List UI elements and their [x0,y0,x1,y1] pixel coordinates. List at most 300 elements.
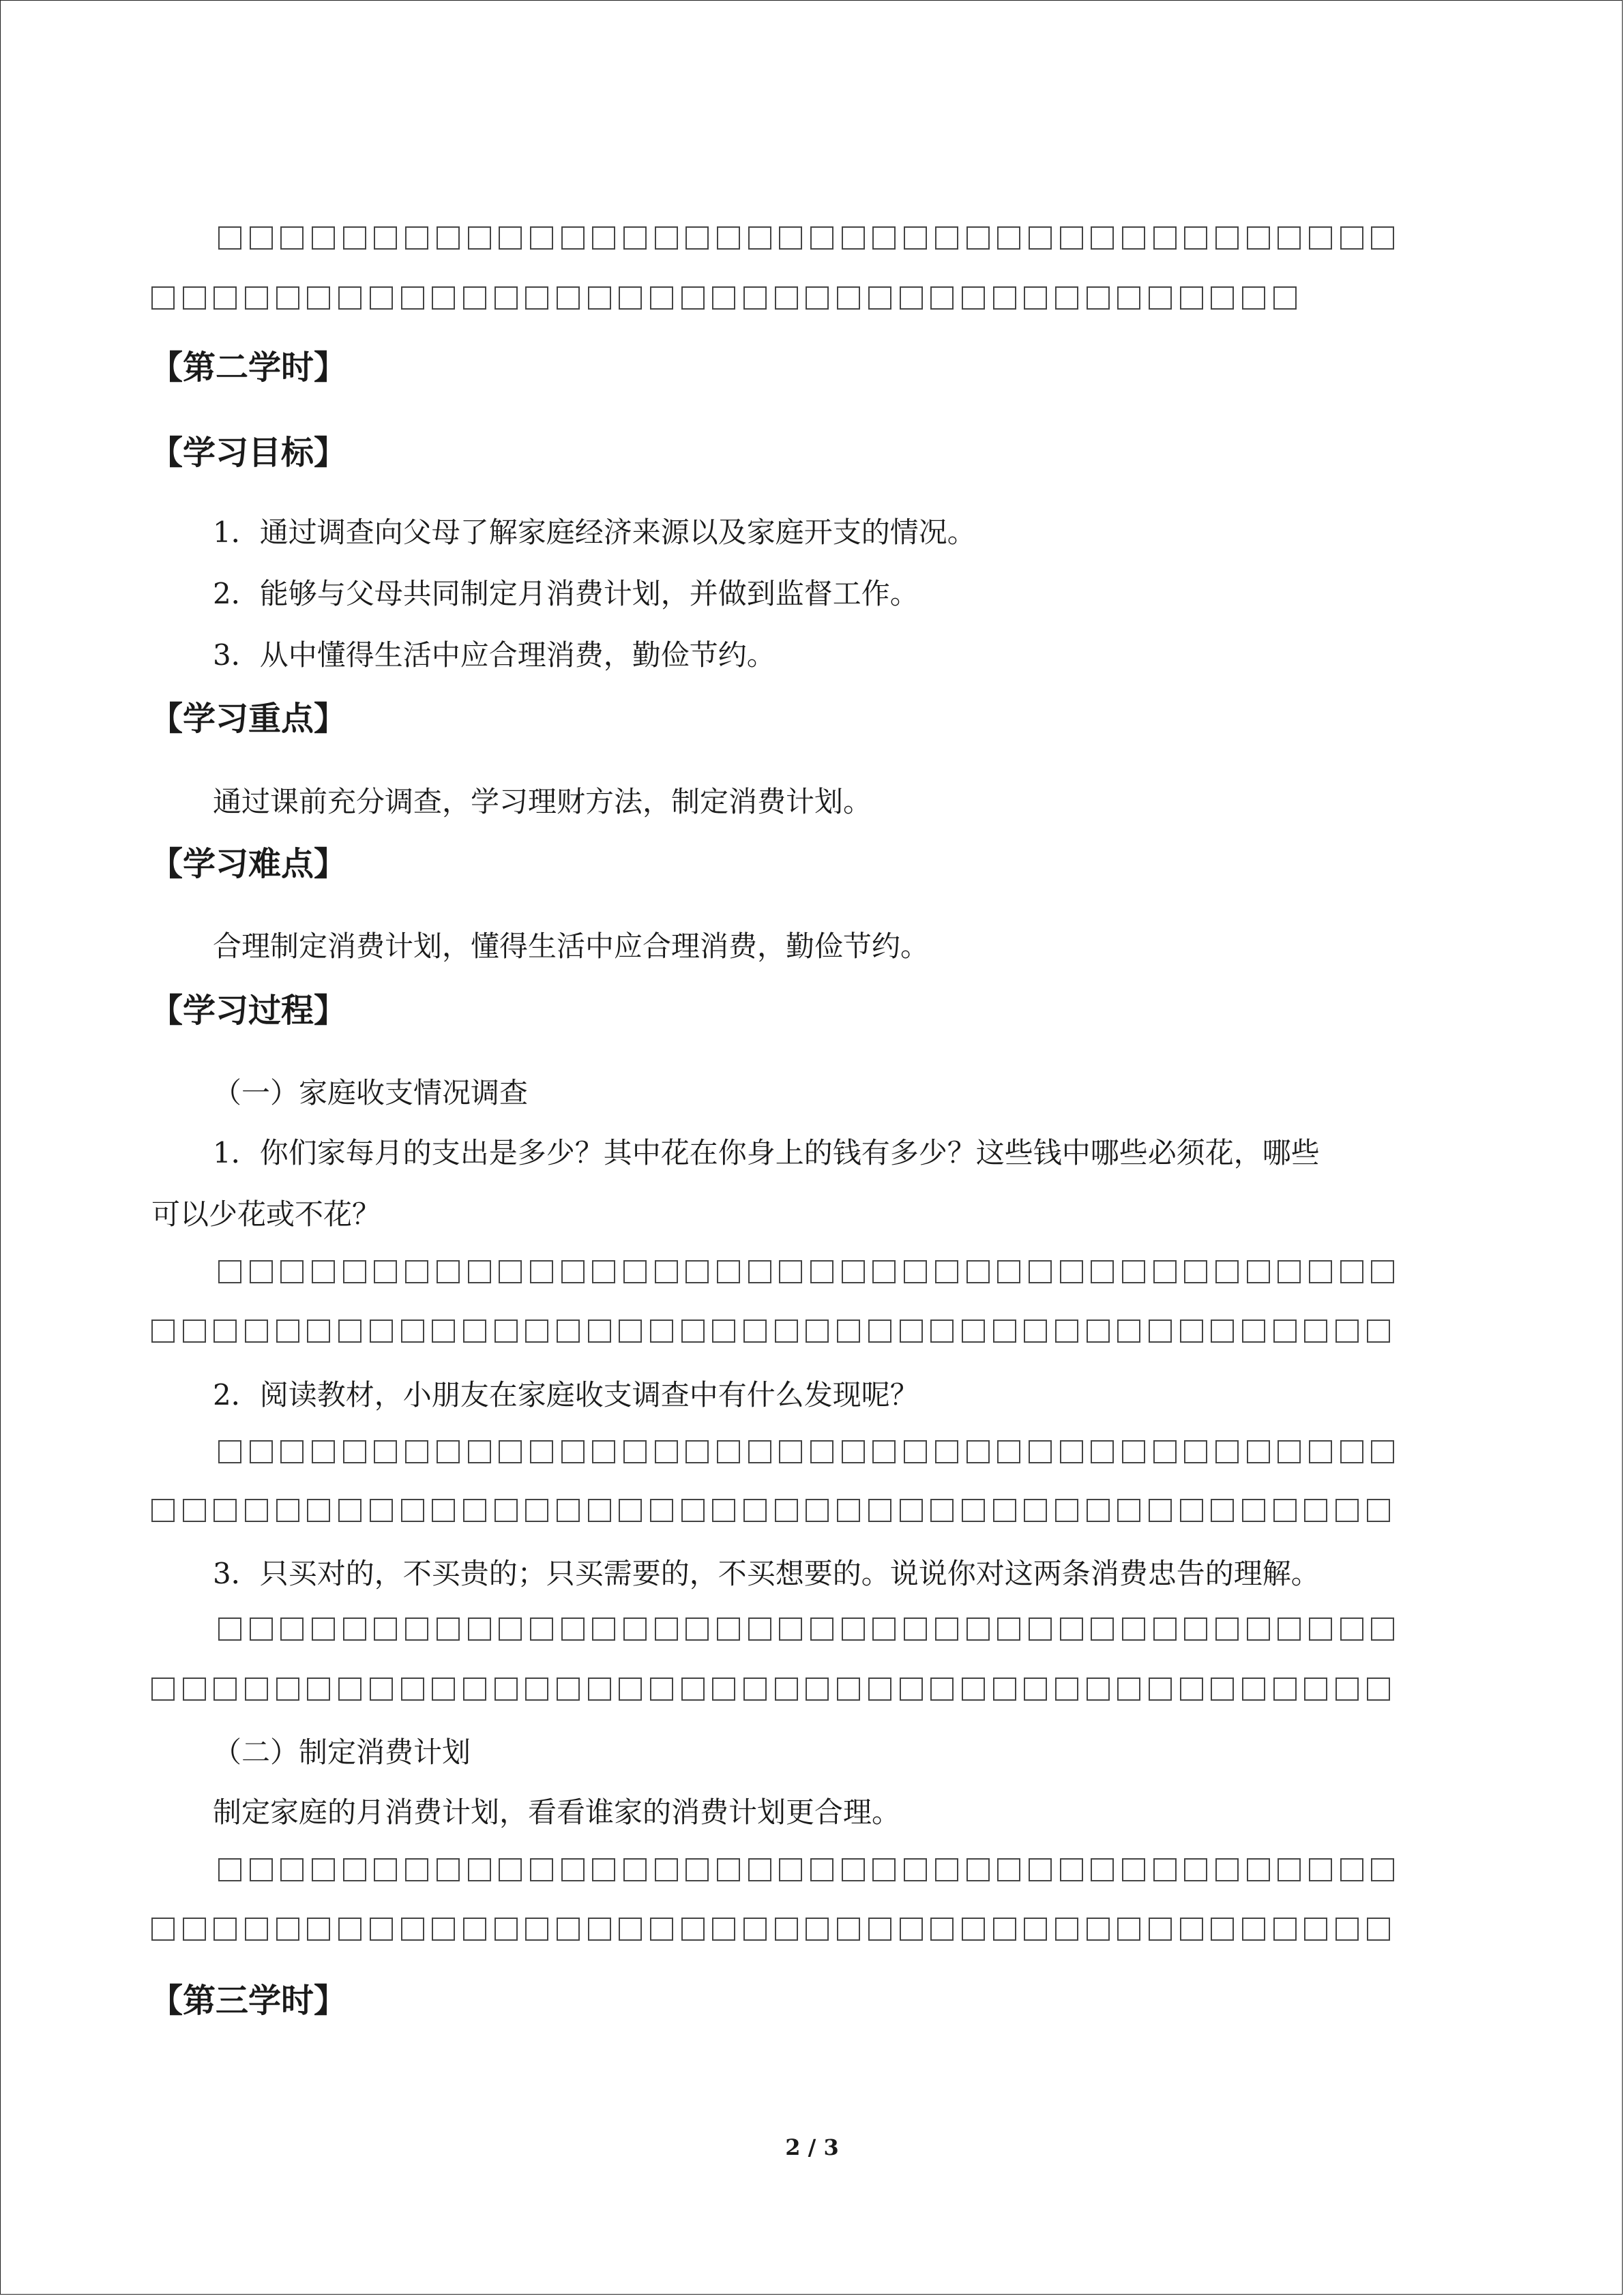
answer-box[interactable] [245,1918,268,1941]
answer-box[interactable] [1215,1858,1239,1881]
answer-box[interactable] [935,226,958,250]
answer-box[interactable] [681,1918,705,1941]
answer-box[interactable] [183,1499,206,1522]
answer-box[interactable] [338,1320,361,1343]
answer-box[interactable] [966,1440,990,1463]
answer-box[interactable] [1211,1499,1234,1522]
answer-box[interactable] [743,1320,767,1343]
answer-box[interactable] [343,1858,366,1881]
answer-box[interactable] [1180,286,1203,310]
answer-box[interactable] [405,226,428,250]
answer-box[interactable] [1242,1499,1265,1522]
answer-box[interactable] [930,1320,954,1343]
answer-box[interactable] [1153,1260,1177,1283]
answer-box[interactable] [494,1678,518,1701]
answer-box[interactable] [276,1320,299,1343]
answer-box[interactable] [842,1617,865,1641]
answer-box[interactable] [1180,1678,1203,1701]
answer-box[interactable] [557,1499,580,1522]
answer-boxes-row[interactable] [218,1440,1394,1463]
answer-box[interactable] [1029,1617,1052,1641]
answer-box[interactable] [592,1617,615,1641]
answer-box[interactable] [775,286,798,310]
answer-box[interactable] [619,1678,642,1701]
answer-box[interactable] [588,1320,611,1343]
answer-box[interactable] [1278,1858,1301,1881]
answer-box[interactable] [588,1499,611,1522]
answer-box[interactable] [1367,1918,1390,1941]
answer-box[interactable] [837,1499,860,1522]
answer-box[interactable] [151,1678,175,1701]
answer-box[interactable] [872,1617,896,1641]
answer-box[interactable] [775,1678,798,1701]
answer-box[interactable] [525,1320,548,1343]
answer-box[interactable] [280,1260,304,1283]
answer-box[interactable] [437,1858,460,1881]
answer-box[interactable] [810,1260,833,1283]
answer-box[interactable] [900,1918,923,1941]
answer-box[interactable] [343,1440,366,1463]
answer-box[interactable] [374,1440,397,1463]
answer-box[interactable] [993,1320,1016,1343]
answer-box[interactable] [1122,1440,1145,1463]
answer-box[interactable] [312,1858,335,1881]
answer-box[interactable] [904,1617,927,1641]
answer-box[interactable] [685,1858,709,1881]
answer-box[interactable] [712,1320,735,1343]
answer-box[interactable] [1273,286,1297,310]
answer-box[interactable] [717,226,740,250]
answer-box[interactable] [250,1260,273,1283]
answer-box[interactable] [748,1440,771,1463]
answer-box[interactable] [900,1499,923,1522]
answer-box[interactable] [993,1678,1016,1701]
answer-box[interactable] [1117,286,1140,310]
answer-box[interactable] [775,1918,798,1941]
answer-box[interactable] [463,1320,486,1343]
answer-box[interactable] [623,1260,647,1283]
answer-box[interactable] [312,1260,335,1283]
answer-box[interactable] [245,286,268,310]
answer-box[interactable] [432,1499,455,1522]
answer-box[interactable] [1153,226,1177,250]
answer-box[interactable] [401,1918,424,1941]
answer-box[interactable] [183,1678,206,1701]
answer-box[interactable] [1024,286,1047,310]
answer-box[interactable] [1117,1918,1140,1941]
answer-box[interactable] [935,1617,958,1641]
answer-box[interactable] [872,226,896,250]
answer-box[interactable] [499,1617,522,1641]
answer-boxes-row[interactable] [151,1320,1390,1343]
answer-box[interactable] [561,226,585,250]
answer-box[interactable] [993,1499,1016,1522]
answer-box[interactable] [743,286,767,310]
answer-box[interactable] [900,286,923,310]
answer-box[interactable] [250,1858,273,1881]
answer-box[interactable] [1215,1440,1239,1463]
answer-box[interactable] [557,1678,580,1701]
answer-box[interactable] [1335,1499,1359,1522]
answer-box[interactable] [1091,1440,1114,1463]
answer-box[interactable] [1215,226,1239,250]
answer-box[interactable] [151,286,175,310]
answer-box[interactable] [499,1858,522,1881]
answer-box[interactable] [468,1858,491,1881]
answer-box[interactable] [1153,1858,1177,1881]
answer-box[interactable] [930,1918,954,1941]
answer-box[interactable] [1371,1617,1394,1641]
answer-box[interactable] [779,1858,802,1881]
answer-box[interactable] [1309,1617,1332,1641]
answer-box[interactable] [1309,1858,1332,1881]
answer-box[interactable] [468,1617,491,1641]
answer-box[interactable] [1371,1858,1394,1881]
answer-box[interactable] [405,1440,428,1463]
answer-box[interactable] [997,1617,1020,1641]
answer-box[interactable] [437,1617,460,1641]
answer-box[interactable] [1247,1260,1270,1283]
answer-box[interactable] [717,1260,740,1283]
answer-box[interactable] [218,1858,241,1881]
answer-box[interactable] [530,1858,553,1881]
answer-box[interactable] [370,286,393,310]
answer-box[interactable] [1060,1440,1083,1463]
answer-box[interactable] [151,1499,175,1522]
answer-box[interactable] [930,1499,954,1522]
answer-box[interactable] [775,1499,798,1522]
answer-box[interactable] [681,1320,705,1343]
answer-box[interactable] [962,286,985,310]
answer-box[interactable] [623,1858,647,1881]
answer-box[interactable] [810,1440,833,1463]
answer-box[interactable] [343,1260,366,1283]
answer-box[interactable] [1091,1260,1114,1283]
answer-box[interactable] [1060,1260,1083,1283]
answer-box[interactable] [1273,1499,1297,1522]
answer-box[interactable] [1029,1260,1052,1283]
answer-box[interactable] [806,1320,829,1343]
answer-box[interactable] [250,1617,273,1641]
answer-box[interactable] [900,1320,923,1343]
answer-box[interactable] [1091,226,1114,250]
answer-box[interactable] [966,1260,990,1283]
answer-box[interactable] [213,1678,237,1701]
answer-box[interactable] [966,226,990,250]
answer-box[interactable] [561,1617,585,1641]
answer-box[interactable] [743,1678,767,1701]
answer-box[interactable] [401,1678,424,1701]
answer-box[interactable] [374,1617,397,1641]
answer-box[interactable] [1367,1320,1390,1343]
answer-box[interactable] [1371,1260,1394,1283]
answer-box[interactable] [494,1918,518,1941]
answer-box[interactable] [650,1499,673,1522]
answer-box[interactable] [1149,1678,1172,1701]
answer-box[interactable] [312,226,335,250]
answer-box[interactable] [1024,1678,1047,1701]
answer-box[interactable] [245,1320,268,1343]
answer-box[interactable] [904,1260,927,1283]
answer-box[interactable] [307,286,330,310]
answer-box[interactable] [904,226,927,250]
answer-box[interactable] [993,286,1016,310]
answer-box[interactable] [650,1678,673,1701]
answer-box[interactable] [343,226,366,250]
answer-box[interactable] [1273,1918,1297,1941]
answer-box[interactable] [993,1918,1016,1941]
answer-box[interactable] [1117,1678,1140,1701]
answer-box[interactable] [401,1499,424,1522]
answer-box[interactable] [276,286,299,310]
answer-box[interactable] [650,286,673,310]
answer-box[interactable] [370,1678,393,1701]
answer-box[interactable] [432,1320,455,1343]
answer-box[interactable] [1122,1617,1145,1641]
answer-box[interactable] [748,1260,771,1283]
answer-box[interactable] [1055,1678,1078,1701]
answer-box[interactable] [1340,1858,1363,1881]
answer-box[interactable] [655,1260,678,1283]
answer-boxes-row[interactable] [218,226,1394,250]
answer-box[interactable] [1117,1499,1140,1522]
answer-box[interactable] [1117,1320,1140,1343]
answer-box[interactable] [810,1858,833,1881]
answer-box[interactable] [997,1858,1020,1881]
answer-box[interactable] [245,1678,268,1701]
answer-box[interactable] [468,226,491,250]
answer-box[interactable] [1060,226,1083,250]
answer-box[interactable] [842,226,865,250]
answer-boxes-row[interactable] [218,1260,1394,1283]
answer-box[interactable] [837,1678,860,1701]
answer-box[interactable] [1247,1858,1270,1881]
answer-box[interactable] [655,1440,678,1463]
answer-box[interactable] [962,1320,985,1343]
answer-box[interactable] [806,1918,829,1941]
answer-box[interactable] [1242,1320,1265,1343]
answer-box[interactable] [218,226,241,250]
answer-box[interactable] [962,1499,985,1522]
answer-box[interactable] [525,1918,548,1941]
answer-box[interactable] [1335,1320,1359,1343]
answer-box[interactable] [218,1260,241,1283]
answer-box[interactable] [1278,1260,1301,1283]
answer-box[interactable] [1309,1440,1332,1463]
answer-box[interactable] [779,1260,802,1283]
answer-box[interactable] [1180,1320,1203,1343]
answer-box[interactable] [276,1678,299,1701]
answer-box[interactable] [810,226,833,250]
answer-box[interactable] [1215,1617,1239,1641]
answer-box[interactable] [1242,1678,1265,1701]
answer-box[interactable] [499,1440,522,1463]
answer-box[interactable] [561,1260,585,1283]
answer-box[interactable] [1367,1678,1390,1701]
answer-box[interactable] [837,1320,860,1343]
answer-box[interactable] [1055,1320,1078,1343]
answer-box[interactable] [1340,1617,1363,1641]
answer-box[interactable] [619,286,642,310]
answer-box[interactable] [966,1617,990,1641]
answer-box[interactable] [463,1678,486,1701]
answer-box[interactable] [1211,1678,1234,1701]
answer-box[interactable] [619,1499,642,1522]
answer-box[interactable] [655,1858,678,1881]
answer-box[interactable] [779,226,802,250]
answer-box[interactable] [681,1499,705,1522]
answer-box[interactable] [437,1260,460,1283]
answer-box[interactable] [837,1918,860,1941]
answer-box[interactable] [962,1918,985,1941]
answer-boxes-row[interactable] [151,1918,1390,1941]
answer-box[interactable] [312,1617,335,1641]
answer-box[interactable] [1029,1440,1052,1463]
answer-box[interactable] [370,1499,393,1522]
answer-box[interactable] [1087,1499,1110,1522]
answer-boxes-row[interactable] [151,1678,1390,1701]
answer-box[interactable] [213,1918,237,1941]
answer-box[interactable] [338,286,361,310]
answer-box[interactable] [1340,1260,1363,1283]
answer-box[interactable] [1055,286,1078,310]
answer-box[interactable] [213,1499,237,1522]
answer-box[interactable] [437,226,460,250]
answer-boxes-row[interactable] [218,1858,1394,1881]
answer-box[interactable] [561,1440,585,1463]
answer-box[interactable] [530,1440,553,1463]
answer-box[interactable] [592,1440,615,1463]
answer-box[interactable] [1091,1858,1114,1881]
answer-box[interactable] [779,1440,802,1463]
answer-box[interactable] [743,1918,767,1941]
answer-box[interactable] [338,1918,361,1941]
answer-box[interactable] [623,1440,647,1463]
answer-box[interactable] [1273,1678,1297,1701]
answer-box[interactable] [338,1499,361,1522]
answer-box[interactable] [1184,1440,1207,1463]
answer-box[interactable] [183,1320,206,1343]
answer-box[interactable] [307,1678,330,1701]
answer-box[interactable] [1278,1617,1301,1641]
answer-box[interactable] [997,226,1020,250]
answer-box[interactable] [872,1440,896,1463]
answer-box[interactable] [748,1617,771,1641]
answer-box[interactable] [1247,1617,1270,1641]
answer-box[interactable] [655,1617,678,1641]
answer-box[interactable] [557,1320,580,1343]
answer-box[interactable] [685,1440,709,1463]
answer-box[interactable] [245,1499,268,1522]
answer-box[interactable] [717,1440,740,1463]
answer-box[interactable] [1087,1918,1110,1941]
answer-box[interactable] [1055,1499,1078,1522]
answer-box[interactable] [280,1440,304,1463]
answer-box[interactable] [1242,1918,1265,1941]
answer-box[interactable] [868,286,891,310]
answer-box[interactable] [712,1678,735,1701]
answer-box[interactable] [1122,1260,1145,1283]
answer-box[interactable] [872,1260,896,1283]
answer-box[interactable] [530,226,553,250]
answer-box[interactable] [681,1678,705,1701]
answer-box[interactable] [557,286,580,310]
answer-box[interactable] [842,1858,865,1881]
answer-box[interactable] [681,286,705,310]
answer-box[interactable] [748,1858,771,1881]
answer-box[interactable] [748,226,771,250]
answer-box[interactable] [463,286,486,310]
answer-box[interactable] [935,1260,958,1283]
answer-box[interactable] [1304,1499,1327,1522]
answer-box[interactable] [343,1617,366,1641]
answer-box[interactable] [904,1440,927,1463]
answer-box[interactable] [935,1858,958,1881]
answer-box[interactable] [712,286,735,310]
answer-box[interactable] [312,1440,335,1463]
answer-box[interactable] [280,1858,304,1881]
answer-box[interactable] [1149,286,1172,310]
answer-box[interactable] [1247,226,1270,250]
answer-box[interactable] [619,1320,642,1343]
answer-box[interactable] [1211,286,1234,310]
answer-box[interactable] [930,1678,954,1701]
answer-box[interactable] [370,1918,393,1941]
answer-box[interactable] [1309,1260,1332,1283]
answer-box[interactable] [1153,1617,1177,1641]
answer-box[interactable] [218,1440,241,1463]
answer-box[interactable] [1278,226,1301,250]
answer-box[interactable] [1029,1858,1052,1881]
answer-box[interactable] [183,1918,206,1941]
answer-box[interactable] [1180,1918,1203,1941]
answer-box[interactable] [1184,1260,1207,1283]
answer-box[interactable] [868,1678,891,1701]
answer-box[interactable] [1367,1499,1390,1522]
answer-box[interactable] [1215,1260,1239,1283]
answer-box[interactable] [370,1320,393,1343]
answer-box[interactable] [655,226,678,250]
answer-box[interactable] [276,1918,299,1941]
answer-box[interactable] [437,1440,460,1463]
answer-box[interactable] [685,1260,709,1283]
answer-box[interactable] [1340,226,1363,250]
answer-box[interactable] [1149,1499,1172,1522]
answer-box[interactable] [588,1918,611,1941]
answer-boxes-row[interactable] [151,1499,1390,1522]
answer-box[interactable] [307,1918,330,1941]
answer-box[interactable] [280,226,304,250]
answer-box[interactable] [463,1499,486,1522]
answer-box[interactable] [499,1260,522,1283]
answer-box[interactable] [1122,226,1145,250]
answer-box[interactable] [401,286,424,310]
answer-box[interactable] [151,1320,175,1343]
answer-box[interactable] [900,1678,923,1701]
answer-box[interactable] [712,1499,735,1522]
answer-box[interactable] [1371,1440,1394,1463]
answer-box[interactable] [1087,286,1110,310]
answer-box[interactable] [1091,1617,1114,1641]
answer-box[interactable] [1340,1440,1363,1463]
answer-box[interactable] [1055,1918,1078,1941]
answer-box[interactable] [218,1617,241,1641]
answer-box[interactable] [525,1678,548,1701]
answer-box[interactable] [935,1440,958,1463]
answer-box[interactable] [743,1499,767,1522]
answer-box[interactable] [307,1499,330,1522]
answer-box[interactable] [962,1678,985,1701]
